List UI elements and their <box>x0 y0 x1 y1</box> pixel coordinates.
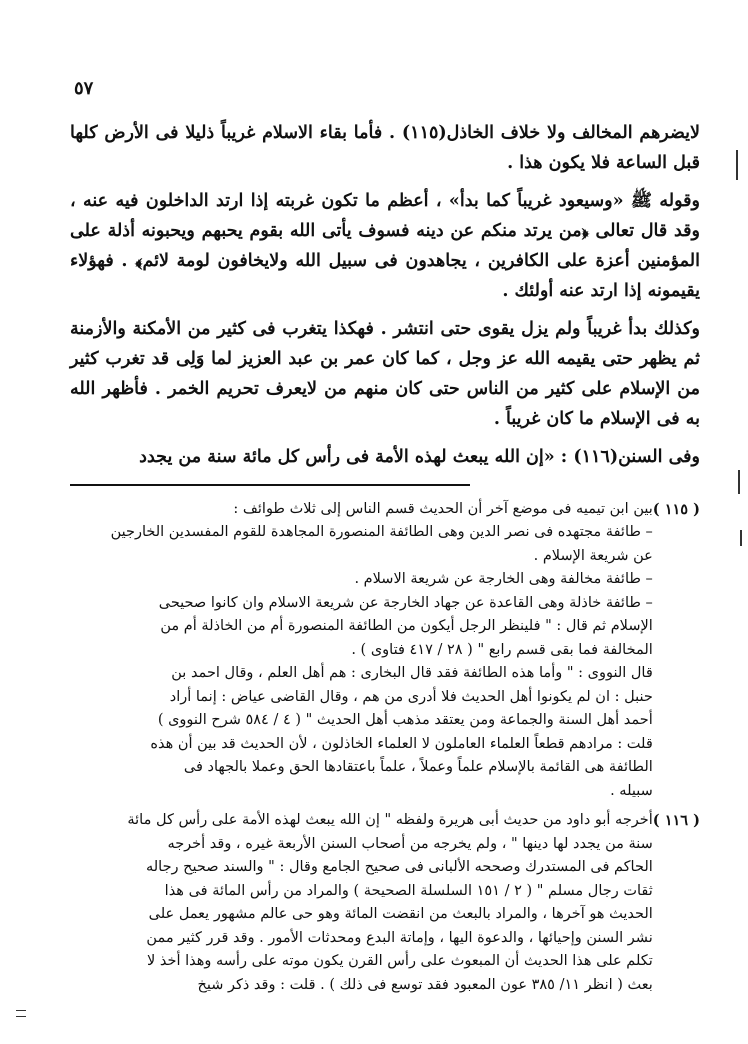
footnote-line: – طائفة مجتهده فى نصر الدين وهى الطائفة المنصورة المجاهدة للقوم المفسدين الخارجين <box>110 524 653 541</box>
footnote-line: الحاكم فى المستدرك وصححه الألبانى فى صحيح الجامع وقال : " والسند صحيح رجاله <box>145 859 653 876</box>
paragraph: لايضرهم المخالف ولا خلاف الخاذل(١١٥) . فأما بقاء الاسلام غريباً ذليلا فى الأرض كلها قبل الساعة فلا يكون هذا . <box>70 123 700 173</box>
footnote-line: الإسلام ثم قال : " فلينظر الرجل أيكون من الطائفة المنصورة أم من الخاذلة أم من <box>160 618 653 635</box>
footnote-line: – طائفة خاذلة وهى القاعدة عن جهاد الخارجة عن شريعة الاسلام وان كانوا صحيحى <box>158 594 653 611</box>
footnote-line: أحمد أهل السنة والجماعة ومن يعتقد مذهب أهل الحديث " ( ٤ / ٥٨٤ شرح النووى ) <box>157 712 653 729</box>
footnote-line: عن شريعة الإسلام . <box>533 547 653 564</box>
paragraph: وفى السنن(١١٦) : «إن الله يبعث لهذه الأمة فى رأس كل مائة سنة من يجدد <box>139 447 700 467</box>
footnote-line: الطائفة هى القائمة بالإسلام علماً وعملاً ، علماً باعتقادها الحق وعملا بالجهاد فى <box>183 759 653 776</box>
scan-mark <box>738 470 740 494</box>
scan-mark <box>736 150 738 180</box>
footnote-divider <box>70 484 470 486</box>
footnote-line: نشر السنن وإحيائها ، والدعوة اليها ، وإماتة البدع ومحدثات الأمور . وقد قرر كثير ممن <box>146 929 653 946</box>
footnote-line: سنة من يجدد لها دينها " ، ولم يخرجه من أصحاب السنن الأربعة غيره ، وقد أخرجه <box>167 835 653 852</box>
footnote-line: تكلم على هذا الحديث أن المبعوث على رأس القرن يكون موته على رأسه وهذا أخذ لا <box>147 953 653 970</box>
footnote-line: المخالفة فما بقى قسم رابع " ( ٢٨ / ٤١٧ فتاوى ) . <box>351 641 653 658</box>
footnote-number: ( ١١٥ ) <box>652 500 700 518</box>
footnote-116 <box>70 809 700 997</box>
footnote-line: بين ابن تيميه فى موضع آخر أن الحديث قسم الناس إلى ثلاث طوائف : <box>233 500 653 517</box>
footnote-line: سبيله . <box>610 782 653 799</box>
page-content <box>70 118 700 997</box>
scan-mark <box>740 530 742 546</box>
footnote-line: ثقات رجال مسلم " ( ٢ / ١٥١ السلسلة الصحيحة ) والمراد من رأس المائة فى هذا <box>164 882 653 899</box>
footnote-115 <box>70 498 700 804</box>
main-text <box>70 118 700 472</box>
footnote-line: قال النووى : " وأما هذه الطائفة فقد قال البخارى : هم أهل العلم ، وقال احمد بن <box>171 665 653 682</box>
scan-mark <box>16 1010 26 1017</box>
footnote-line: بعث ( انظر ١١/ ٣٨٥ عون المعبود فقد توسع فى ذلك ) . قلت : وقد ذكر شيخ <box>197 976 653 993</box>
paragraph: وكذلك بدأ غريباً ولم يزل يقوى حتى انتشر . فهكذا يتغرب فى كثير من الأمكنة والأزمنة ثم يظهر حتى يقيمه الله عز وجل ، كما كان عمر بن عبد العزيز لما وَلِى قد تغرب كثير من الإسلام على كثير من الناس حتى كان منهم من لايعرف تحريم الخمر . فأظهر الله به فى الإسلام ما كان غريباً . <box>70 319 700 429</box>
footnote-line: الحديث هو آخرها ، والمراد بالبعث من انقضت المائة وهو حى عالم مشهور يعمل على <box>148 906 653 923</box>
page-number: ٥٧ <box>74 78 94 99</box>
footnote-line: – طائفة مخالفة وهى الخارجة عن شريعة الاسلام . <box>354 571 653 588</box>
footnote-body <box>70 809 653 997</box>
footnote-line: حنبل : ان لم يكونوا أهل الحديث فلا أدرى من هم ، وقال القاضى عياض : إنما أراد <box>169 688 653 705</box>
paragraph: وقوله ﷺ «وسيعود غريباً كما بدأ» ، أعظم ما تكون غربته إذا ارتد الداخلون فيه عنه ، وقد قال تعالى ﴿من يرتد منكم عن دينه فسوف يأتى الله بقوم يحبهم ويحبونه أذلة على المؤمنين أعزة على الكافرين ، يجاهدون فى سبيل الله ولايخافون لومة لائم﴾ . فهؤلاء يقيمونه إذا ارتد عنه أولئك . <box>70 191 700 301</box>
footnote-body <box>70 498 653 804</box>
footnote-line: قلت : مرادهم قطعاً العلماء العاملون لا العلماء الخاذلون ، لأن الحديث قد بين أن هذه <box>150 735 653 752</box>
footnote-line: أخرجه أبو داود من حديث أبى هريرة ولفظه " إن الله يبعث لهذه الأمة على رأس كل مائة <box>127 812 653 829</box>
footnote-number: ( ١١٦ ) <box>652 812 700 830</box>
footnotes <box>70 498 700 998</box>
